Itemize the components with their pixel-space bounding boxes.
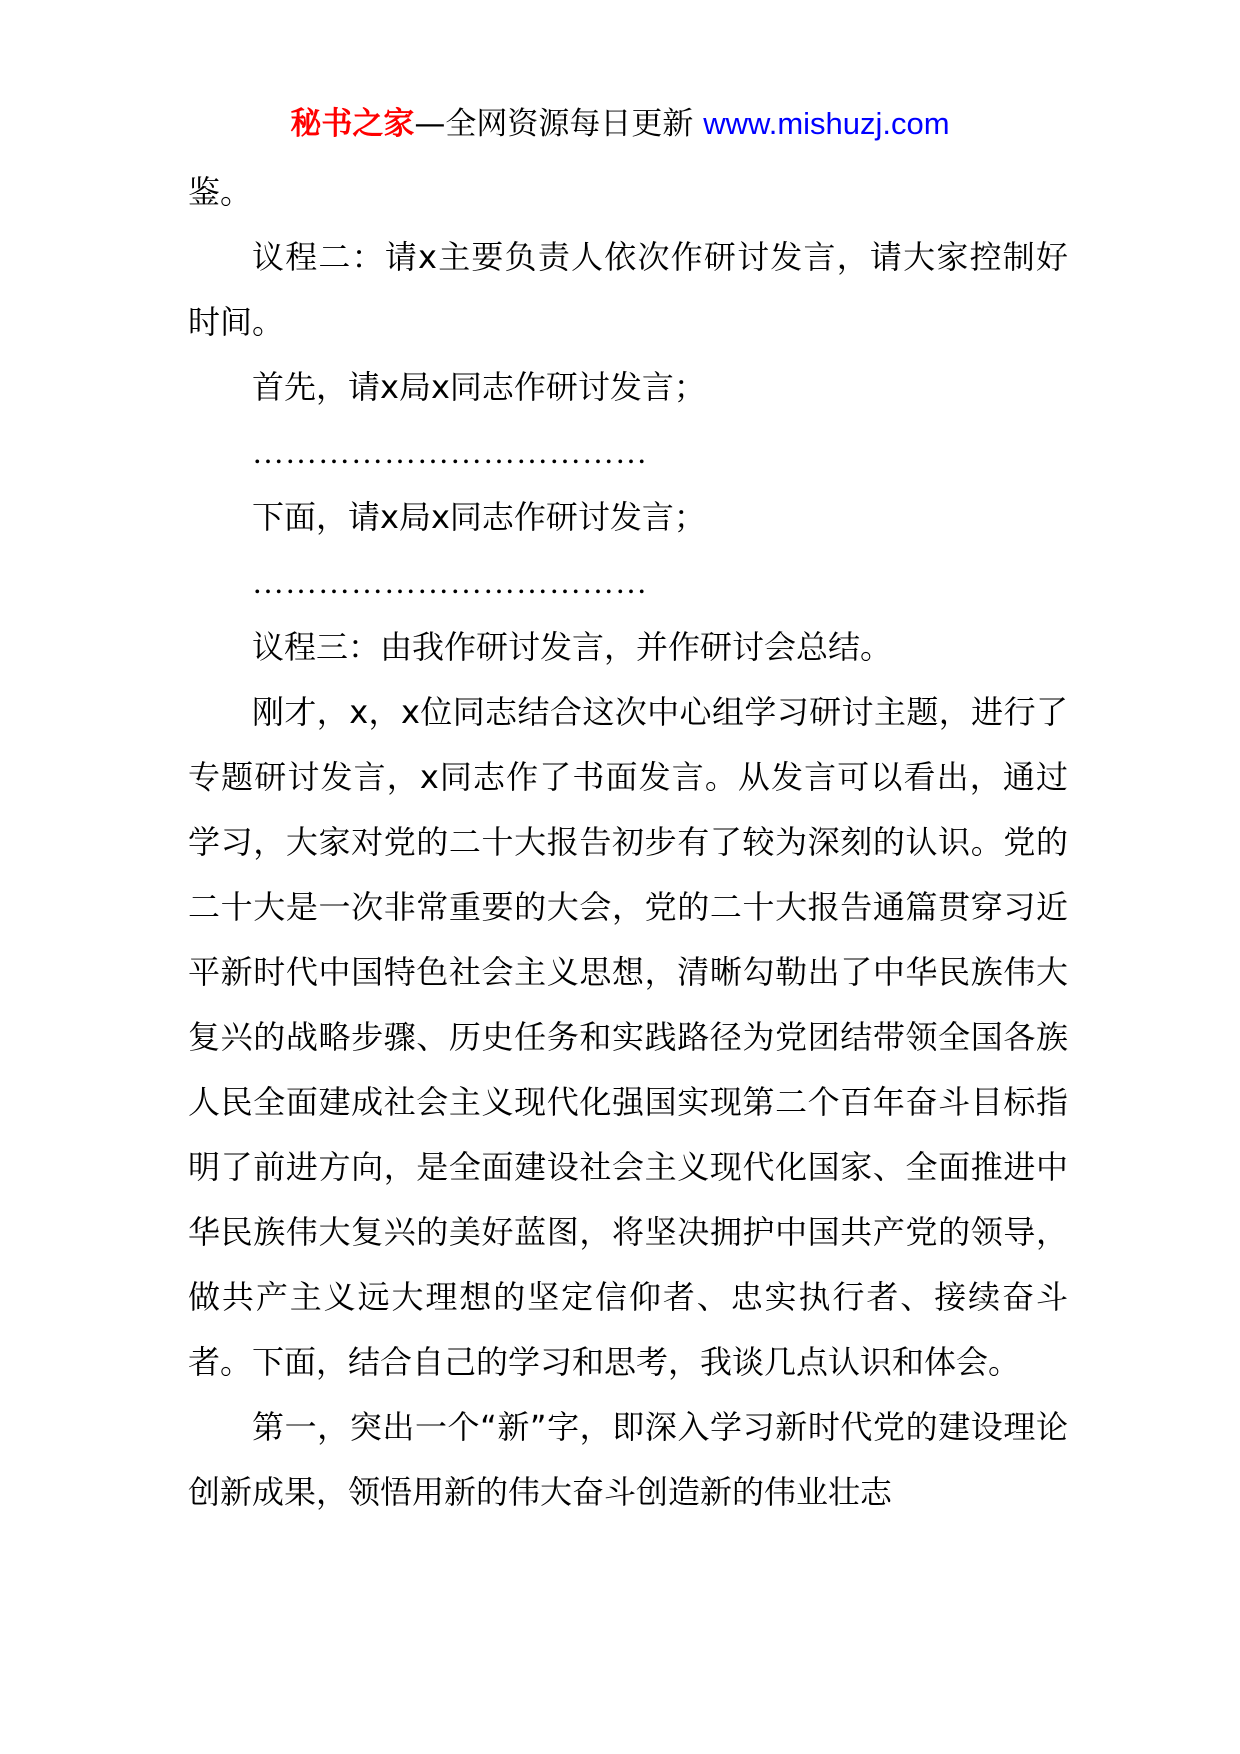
ellipsis-line: ……………………………… bbox=[252, 434, 648, 470]
page-header bbox=[0, 104, 1240, 144]
header-slogan: —全网资源每日更新 bbox=[414, 106, 704, 142]
brand-name: 秘书之家 bbox=[290, 106, 415, 142]
document-body bbox=[188, 160, 1068, 1525]
paragraph-continuation: 鉴。 bbox=[188, 173, 253, 211]
paragraph-first-speaker: 首先，请x局x同志作研讨发言； bbox=[252, 368, 706, 406]
paragraph-summary: 刚才，x，x位同志结合这次中心组学习研讨主题，进行了专题研讨发言，x同志作了书面发言。从发言可以看出，通过学习，大家对党的二十大报告初步有了较为深刻的认识。党的二十大是一次非常重要的大会，党的二十大报告通篇贯穿习近平新时代中国特色社会主义思想，清晰勾勒出了中华民族伟大复兴的战略步骤、历史任务和实践路径为党团结带领全国各族人民全面建成社会主义现代化强国实现第二个百年奋斗目标指明了前进方向，是全面建设社会主义现代化国家、全面推进中华民族伟大复兴的美好蓝图，将坚决拥护中国共产党的领导，做共产主义远大理想的坚定信仰者、忠实执行者、接续奋斗者。下面，结合自己的学习和思考，我谈几点认识和体会。 bbox=[188, 693, 1068, 1381]
paragraph-agenda-three: 议程三：由我作研讨发言，并作研讨会总结。 bbox=[252, 628, 893, 666]
paragraph-point-one: 第一，突出一个“新”字，即深入学习新时代党的建设理论创新成果，领悟用新的伟大奋斗创造新的伟业壮志 bbox=[188, 1408, 1068, 1511]
website-link[interactable]: www.mishuzj.com bbox=[703, 106, 950, 141]
ellipsis-line: ……………………………… bbox=[252, 564, 648, 600]
paragraph-agenda-two: 议程二：请x主要负责人依次作研讨发言，请大家控制好时间。 bbox=[188, 238, 1068, 341]
paragraph-next-speaker: 下面，请x局x同志作研讨发言； bbox=[252, 498, 706, 536]
